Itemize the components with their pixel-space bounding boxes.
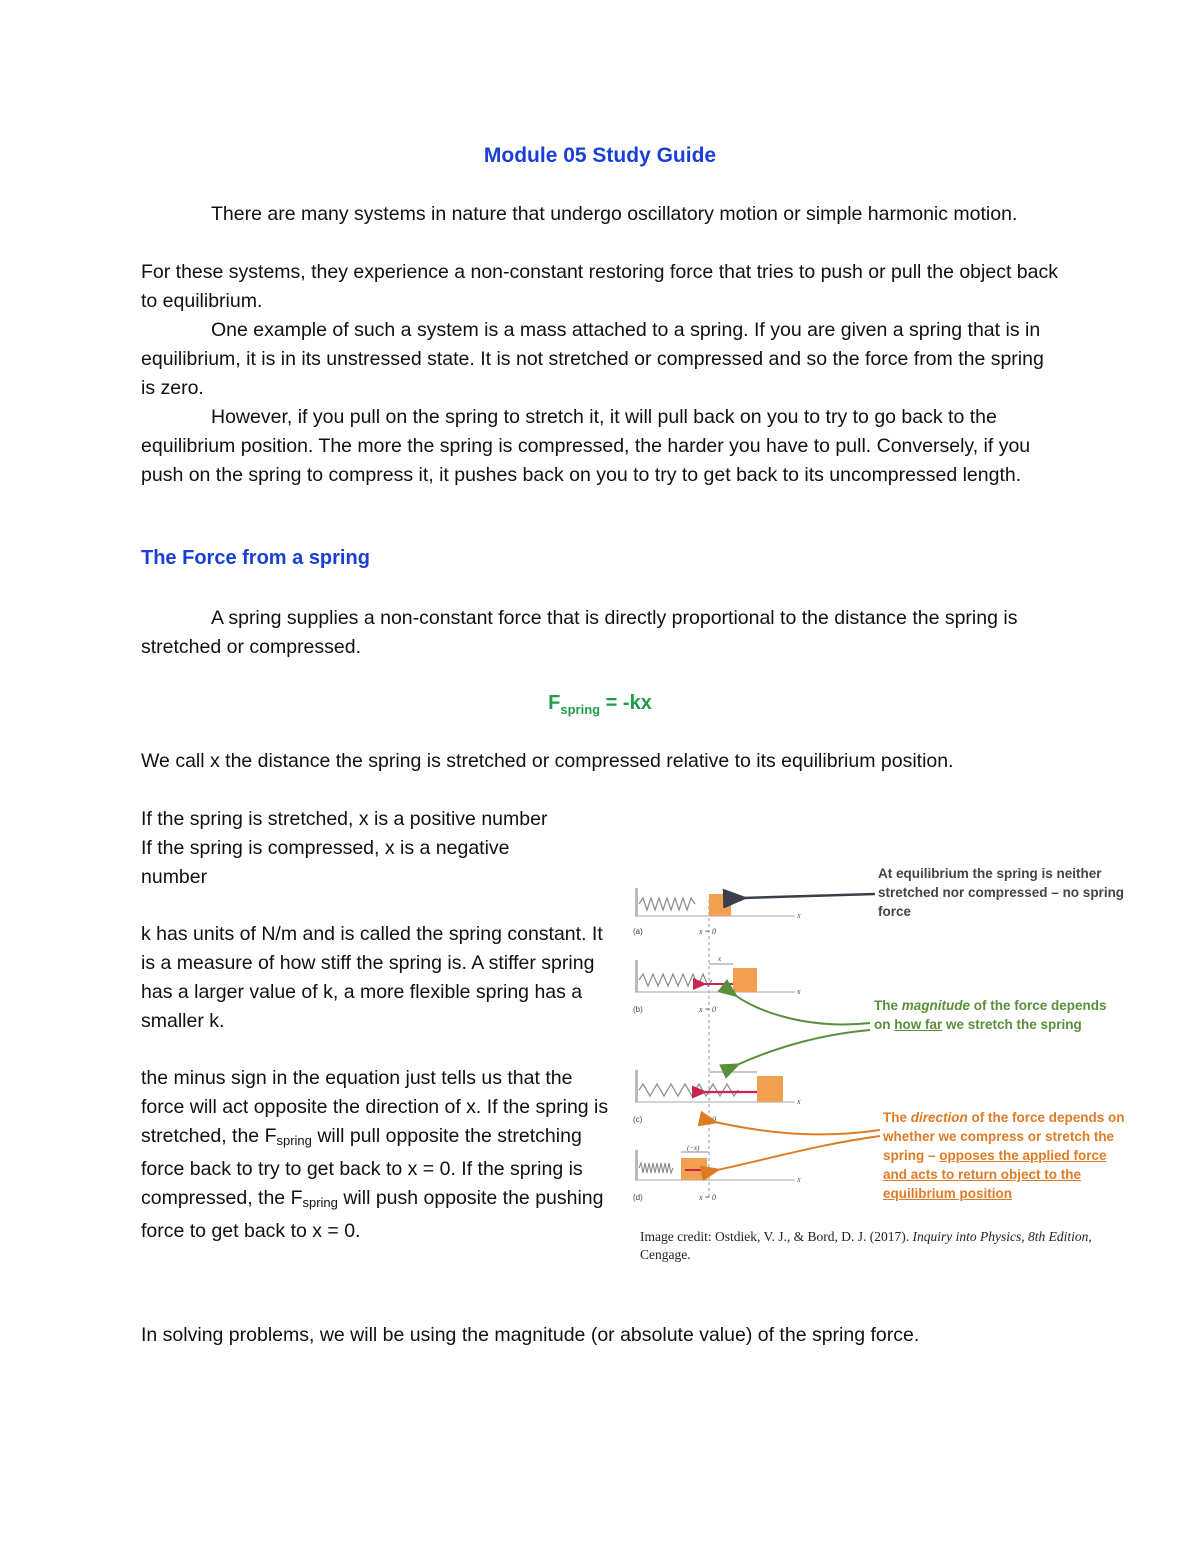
caption-equilibrium: At equilibrium the spring is neither stretched nor compressed – no spring force bbox=[878, 866, 1125, 919]
orange-callout-arrow-2 bbox=[717, 1136, 880, 1170]
x-zero-a: x = 0 bbox=[699, 927, 716, 936]
wall-c bbox=[635, 1070, 638, 1102]
caption-magnitude-a: The bbox=[874, 998, 902, 1013]
compressed-line: If the spring is compressed, x is a negative number bbox=[141, 837, 510, 888]
axis-x-c: x bbox=[797, 1097, 801, 1106]
caption-magnitude-underline: how far bbox=[894, 1017, 943, 1032]
intro-paragraph-1: There are many systems in nature that undergo oscillatory motion or simple harmonic motion. bbox=[211, 203, 1018, 225]
wall-b bbox=[635, 960, 638, 992]
dim-label-d: (−x) bbox=[687, 1144, 700, 1152]
minus-text-a: the minus sign in the equation just tells us that the force will act opposite the direction of x. If the spring is stretched, the F bbox=[141, 1067, 609, 1147]
spring-b bbox=[639, 974, 712, 986]
image-credit bbox=[640, 1228, 1130, 1264]
caption-magnitude-c: we stretch the spring bbox=[942, 1017, 1082, 1032]
x-zero-b: x = 0 bbox=[699, 1005, 716, 1014]
panel-label-d: (d) bbox=[633, 1193, 643, 1202]
section-paragraph-2: We call x the distance the spring is stretched or compressed relative to its equilibrium position. bbox=[141, 750, 954, 772]
x-zero-c: x = 0 bbox=[699, 1115, 716, 1124]
wall-a bbox=[635, 888, 638, 916]
dim-label-b: x bbox=[718, 955, 722, 963]
credit-c: Cengage. bbox=[640, 1247, 691, 1262]
caption-direction-a: The bbox=[883, 1110, 911, 1125]
page-title: Module 05 Study Guide bbox=[483, 144, 717, 167]
formula-subscript: spring bbox=[560, 702, 601, 717]
block-c bbox=[757, 1076, 783, 1102]
intro-paragraph-4: However, if you pull on the spring to stretch it, it will pull back on you to try to go back to the equilibrium position. The more the spring is compressed, the harder you have to pull. Conversely, if you push on the spring to compress it, it pushes back on you to try to get back to its uncompressed length. bbox=[141, 406, 1031, 486]
panel-b bbox=[633, 955, 801, 1014]
minus-text-c: will push opposite the pushing force to get back to x = 0. bbox=[141, 1187, 604, 1242]
intro-paragraph-2: For these systems, they experience a non-constant restoring force that tries to push or pull the object back to equilibrium. bbox=[141, 261, 1058, 312]
axis-x-d: x bbox=[797, 1175, 801, 1184]
minus-sign-paragraph bbox=[141, 1064, 611, 1246]
black-callout-arrow bbox=[743, 894, 875, 898]
caption-magnitude-em: magnitude bbox=[901, 998, 971, 1013]
panel-label-b: (b) bbox=[633, 1005, 643, 1014]
spring-force-formula bbox=[0, 692, 1200, 717]
spring-d bbox=[639, 1163, 673, 1173]
credit-book-title: Inquiry into Physics, 8th Edition, bbox=[912, 1229, 1092, 1244]
panel-c bbox=[633, 1063, 801, 1124]
credit-a: Image credit: Ostdiek, V. J., & Bord, D. J. (2017). bbox=[640, 1229, 913, 1244]
orange-callout-arrow-1 bbox=[715, 1122, 880, 1134]
x-zero-d: x = 0 bbox=[699, 1193, 716, 1202]
panel-label-a: (a) bbox=[633, 927, 643, 936]
spring-c bbox=[639, 1084, 738, 1096]
block-a bbox=[709, 894, 731, 916]
section-paragraph-1: A spring supplies a non-constant force that is directly proportional to the distance the spring is stretched or compressed. bbox=[141, 607, 1018, 658]
panel-a bbox=[633, 888, 801, 936]
stretched-line: If the spring is stretched, x is a positive number bbox=[141, 808, 548, 830]
minus-text-b: will pull opposite the stretching force back to try to get back to x = 0. If the spring is compressed, the F bbox=[141, 1125, 583, 1209]
green-callout-arrow-2 bbox=[737, 1030, 870, 1065]
caption-direction-em: direction bbox=[910, 1110, 968, 1125]
section-heading: The Force from a spring bbox=[141, 547, 370, 569]
panel-d bbox=[633, 1144, 801, 1202]
closing-paragraph: In solving problems, we will be using the magnitude (or absolute value) of the spring force. bbox=[141, 1324, 920, 1346]
dim-label-c: 2x bbox=[729, 1063, 736, 1071]
formula-f: F bbox=[548, 692, 561, 714]
formula-rest: = -kx bbox=[600, 692, 652, 714]
block-b bbox=[733, 968, 757, 992]
wall-d bbox=[635, 1150, 638, 1180]
axis-x-b: x bbox=[797, 987, 801, 996]
spring-constant-paragraph: k has units of N/m and is called the spring constant. It is a measure of how stiff the spring is. A stiffer spring has a larger value of k, a more flexible spring has a smaller k. bbox=[141, 923, 603, 1032]
caption-magnitude bbox=[874, 996, 1114, 1034]
panel-label-c: (c) bbox=[633, 1115, 643, 1124]
intro-paragraph-3: One example of such a system is a mass attached to a spring. If you are given a spring that is in equilibrium, it is in its unstressed state. It is not stretched or compressed and so the force from the spring is zero. bbox=[141, 319, 1044, 399]
caption-direction-b: of the force depends on whether we compress or stretch the spring – bbox=[883, 1110, 1125, 1163]
axis-x-a: x bbox=[797, 911, 801, 920]
caption-direction-underline: opposes the applied force and acts to return object to the equilibrium position bbox=[883, 1148, 1107, 1201]
fspring-subscript-2: spring bbox=[302, 1195, 338, 1210]
caption-direction bbox=[883, 1108, 1133, 1203]
caption-magnitude-b: of the force depends on bbox=[874, 998, 1107, 1032]
green-callout-arrow-1 bbox=[735, 995, 870, 1024]
fspring-subscript-1: spring bbox=[276, 1133, 312, 1148]
spring-a bbox=[639, 898, 695, 910]
